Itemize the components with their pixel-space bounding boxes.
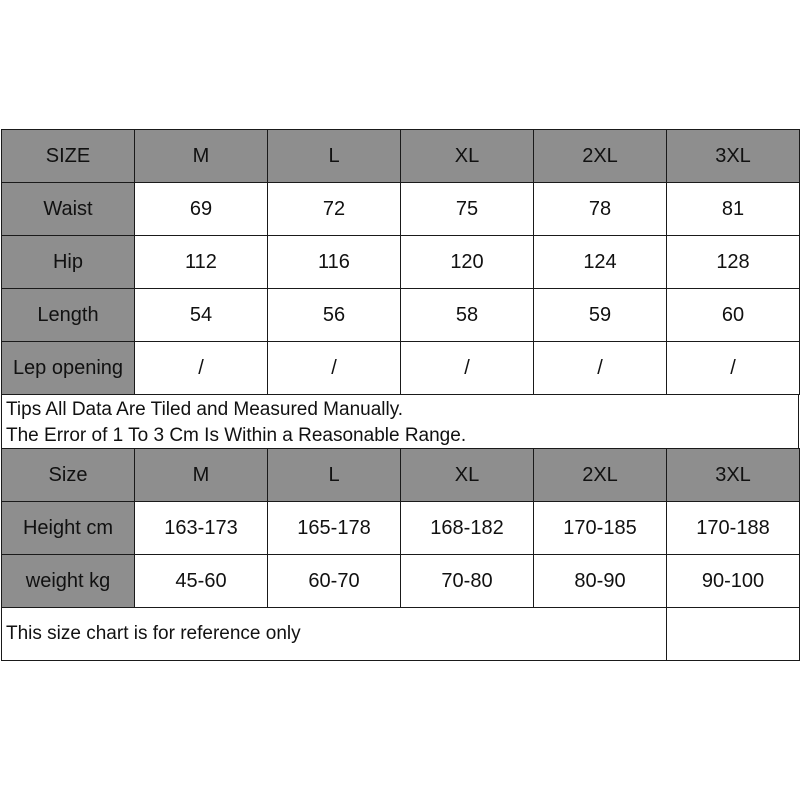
header-size-xl: XL (401, 449, 534, 502)
measurements-table (1, 129, 800, 395)
row-label-leg-opening: Lep opening (2, 342, 135, 395)
row-label-weight: weight kg (2, 555, 135, 608)
reference-note: This size chart is for reference only (2, 608, 667, 661)
row-label-waist: Waist (2, 183, 135, 236)
table-cell: 69 (135, 183, 268, 236)
fit-guide-table (1, 448, 800, 661)
tips-note (1, 395, 799, 448)
note-row (2, 608, 800, 661)
table-cell: 75 (401, 183, 534, 236)
table-row (2, 236, 800, 289)
header-size-3xl: 3XL (667, 449, 800, 502)
table-cell: 60 (667, 289, 800, 342)
table-cell: 60-70 (268, 555, 401, 608)
header-size-2xl: 2XL (534, 449, 667, 502)
table-cell: / (401, 342, 534, 395)
fit-header-row (2, 449, 800, 502)
table-cell: 59 (534, 289, 667, 342)
table-cell: 90-100 (667, 555, 800, 608)
header-size-l: L (268, 449, 401, 502)
header-size-2xl: 2XL (534, 130, 667, 183)
table-row (2, 183, 800, 236)
tips-line-2: The Error of 1 To 3 Cm Is Within a Reasonable Range. (6, 425, 467, 446)
header-size-3xl: 3XL (667, 130, 800, 183)
table-cell: 116 (268, 236, 401, 289)
header-size-m: M (135, 449, 268, 502)
table-cell: 78 (534, 183, 667, 236)
table-cell: 112 (135, 236, 268, 289)
header-size-xl: XL (401, 130, 534, 183)
table-cell: 120 (401, 236, 534, 289)
table-cell: 163-173 (135, 502, 268, 555)
table-cell: 165-178 (268, 502, 401, 555)
tips-line-1: Tips All Data Are Tiled and Measured Manually. (6, 399, 404, 420)
table-cell: 124 (534, 236, 667, 289)
table-cell: 45-60 (135, 555, 268, 608)
measurements-header-row (2, 130, 800, 183)
table-cell: 170-188 (667, 502, 800, 555)
table-row (2, 502, 800, 555)
table-cell: / (534, 342, 667, 395)
header-size-l: L (268, 130, 401, 183)
table-cell: 168-182 (401, 502, 534, 555)
table-row (2, 555, 800, 608)
header-size-label: SIZE (2, 130, 135, 183)
table-cell: 70-80 (401, 555, 534, 608)
table-cell: 54 (135, 289, 268, 342)
table-cell: / (667, 342, 800, 395)
row-label-length: Length (2, 289, 135, 342)
header-size-label: Size (2, 449, 135, 502)
row-label-hip: Hip (2, 236, 135, 289)
table-cell: 56 (268, 289, 401, 342)
table-cell: 170-185 (534, 502, 667, 555)
table-cell: / (135, 342, 268, 395)
table-row (2, 342, 800, 395)
row-label-height: Height cm (2, 502, 135, 555)
table-cell: 128 (667, 236, 800, 289)
size-chart (1, 129, 799, 661)
table-cell: / (268, 342, 401, 395)
table-cell: 80-90 (534, 555, 667, 608)
table-cell: 81 (667, 183, 800, 236)
table-cell: 58 (401, 289, 534, 342)
table-row (2, 289, 800, 342)
header-size-m: M (135, 130, 268, 183)
empty-cell (667, 608, 800, 661)
table-cell: 72 (268, 183, 401, 236)
